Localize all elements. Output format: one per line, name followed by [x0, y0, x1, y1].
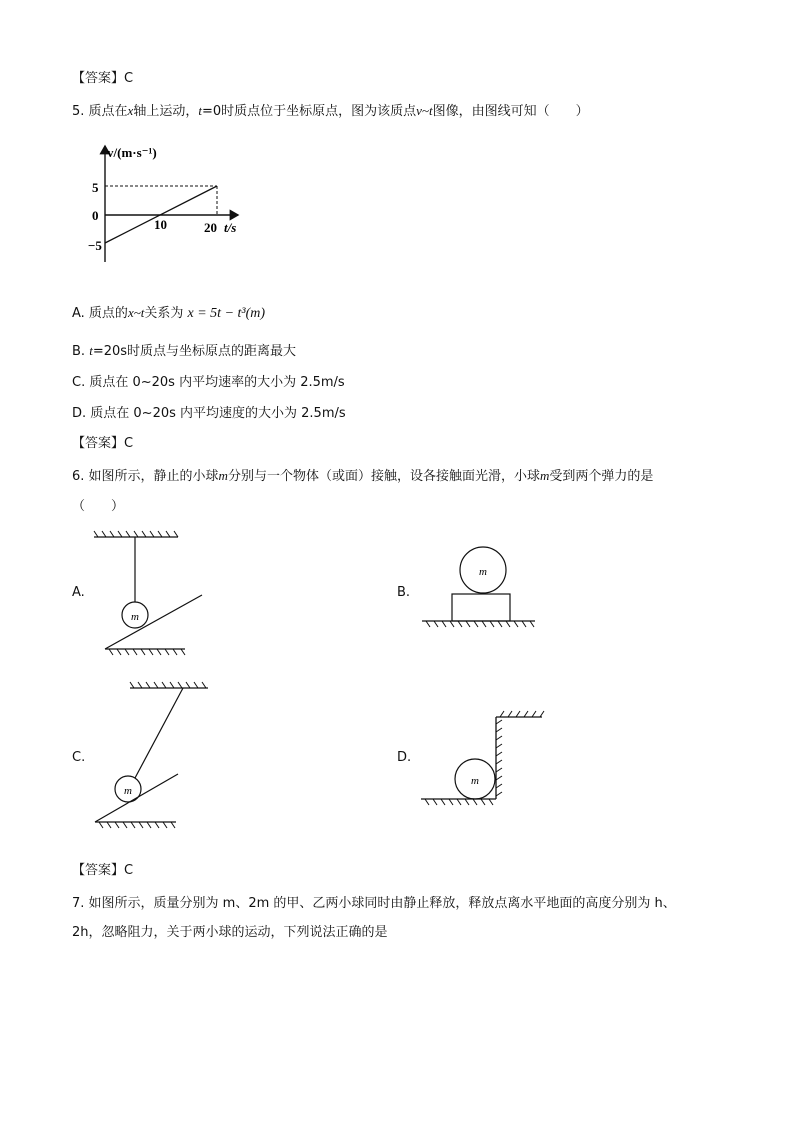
- q6-label-b: B.: [397, 585, 411, 600]
- ground-hatch: [425, 799, 493, 805]
- q5-option-a: [72, 302, 265, 322]
- ground-hatch: [109, 649, 185, 655]
- ground-hatch: [426, 621, 534, 627]
- q6-stem-text: 受到两个弹力的是: [549, 469, 654, 484]
- x-axis-label: t/s: [224, 220, 237, 235]
- q6-label-a: A.: [72, 585, 85, 600]
- q5-var-x: x: [127, 103, 134, 118]
- ball-label: m: [471, 775, 479, 787]
- ball-label: m: [131, 611, 139, 623]
- block: [452, 594, 510, 621]
- option-a-var: x~t: [127, 305, 145, 320]
- question-7-stem-line2: 2h，忽略阻力，关于两小球的运动，下列说法正确的是: [72, 925, 388, 940]
- q6-label-d: D.: [397, 750, 412, 765]
- q6-var-m: m: [218, 468, 228, 483]
- answer-tag: 【答案】: [72, 71, 125, 86]
- answer-line-q6: [72, 859, 133, 878]
- string: [135, 688, 183, 778]
- y-tick-5: 5: [92, 180, 99, 195]
- question-6-stem: [72, 465, 653, 484]
- question-6-stem-line2: （ ）: [72, 499, 125, 514]
- ball-label: m: [124, 785, 132, 797]
- answer-value: C: [124, 436, 134, 451]
- figure-d: [418, 712, 558, 822]
- x-tick-10: 10: [154, 217, 167, 232]
- q6-stem-text: 分别与一个物体（或面）接触，设各接触面光滑，小球: [227, 469, 540, 484]
- answer-line-q4: [72, 67, 133, 86]
- q5-stem-text: 图像，由图线可知（ ）: [432, 104, 589, 119]
- option-b-var: t: [89, 343, 93, 358]
- figure-b: [420, 540, 550, 640]
- ball-label: m: [479, 566, 487, 578]
- ceiling-hatch: [130, 682, 206, 688]
- question-5-stem: [72, 100, 589, 119]
- figure-a: [90, 525, 220, 665]
- q5-var-vt: v~t: [416, 103, 433, 118]
- y-axis-label: v/(m·s⁻¹): [107, 145, 157, 160]
- q6-label-c: C.: [72, 750, 86, 765]
- q5-stem-text: 5. 质点在: [72, 104, 128, 119]
- q5-var-t: t: [198, 103, 202, 118]
- x-tick-20: 20: [204, 220, 217, 235]
- option-b-text: =20s时质点与坐标原点的距离最大: [92, 344, 297, 359]
- ledge-hatch: [500, 711, 544, 717]
- q5-stem-text: 轴上运动，: [133, 104, 199, 119]
- answer-line-q5: [72, 432, 133, 451]
- figure-c: [90, 680, 220, 835]
- option-a-text: A. 质点的: [72, 306, 128, 321]
- q5-option-b: [72, 340, 296, 359]
- y-tick-minus5: −5: [88, 238, 102, 253]
- answer-tag: 【答案】: [72, 436, 125, 451]
- answer-value: C: [124, 863, 134, 878]
- answer-tag: 【答案】: [72, 863, 125, 878]
- q6-var-m: m: [539, 468, 550, 483]
- q5-option-c: C. 质点在 0~20s 内平均速率的大小为 2.5m/s: [72, 375, 345, 390]
- q5-stem-text: =0时质点位于坐标原点，图为该质点: [201, 104, 417, 119]
- q6-stem-text: 6. 如图所示，静止的小球: [72, 469, 219, 484]
- option-a-text: 关系为: [144, 306, 184, 321]
- answer-value: C: [124, 71, 134, 86]
- ceiling-hatch: [94, 531, 178, 537]
- q5-option-d: D. 质点在 0~20s 内平均速度的大小为 2.5m/s: [72, 406, 346, 421]
- ground-hatch: [99, 822, 175, 828]
- wall-hatch: [496, 720, 502, 796]
- question-7-stem-line1: 7. 如图所示，质量分别为 m、2m 的甲、乙两小球同时由静止释放，释放点离水平地面的高度分别为 h、: [72, 896, 676, 911]
- option-b-prefix: B.: [72, 344, 90, 359]
- y-tick-0: 0: [92, 208, 99, 223]
- option-a-formula: x = 5t − t³(m): [187, 306, 266, 321]
- vt-graph: [88, 140, 248, 270]
- incline: [105, 595, 202, 649]
